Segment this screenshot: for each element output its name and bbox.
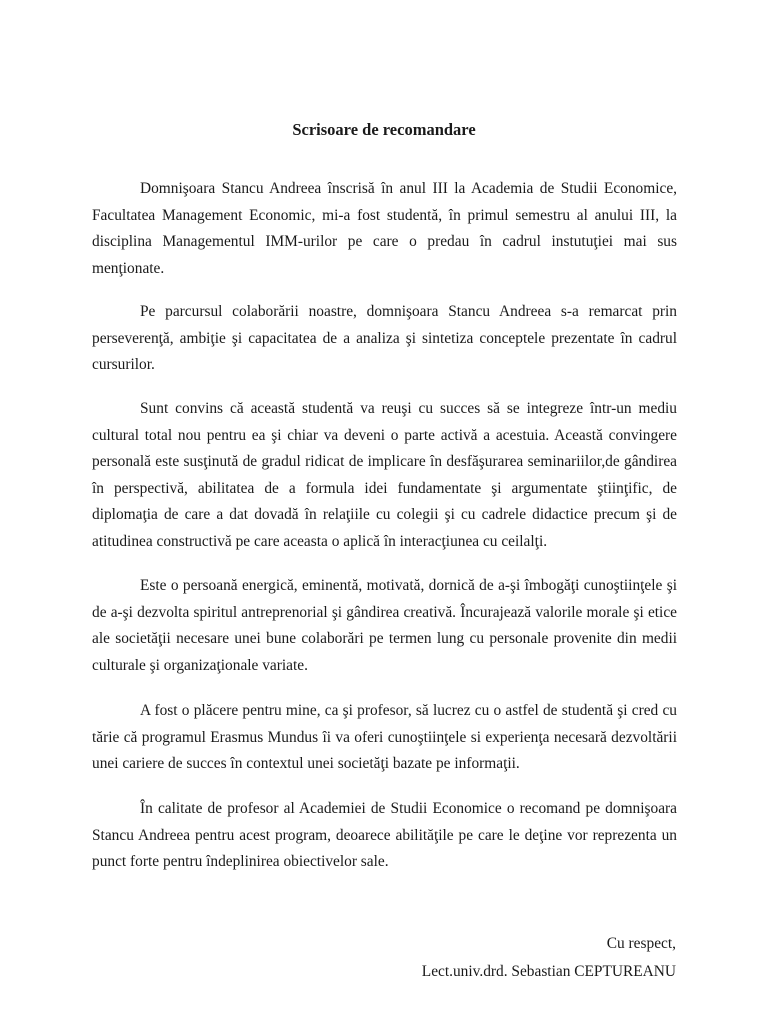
paragraph-recommendation: În calitate de profesor al Academiei de Studii Economice o recomand pe domnişoara Stancu Andreea pentru acest program, deoarece abilităţile pe care le deţine vor reprezenta un punct forte pentru îndeplinirea obiectivelor sale. xyxy=(92,800,677,871)
signature-line: Lect.univ.drd. Sebastian CEPTUREANU xyxy=(421,963,676,980)
paragraph-conviction: Sunt convins că această studentă va reuşi cu succes să se integreze într-un mediu cultural total nou pentru ea şi chiar va deveni o parte activă a acestuia. Această convingere personală este susţinută de gradul ridicat de implicare în desfăşurarea seminariilor,de gândirea în perspectivă, abilitatea de a formula idei fundamentate şi argumentate ştiinţific, de diplomaţia de care a dat dovadă în relaţiile cu colegii şi cu cadrele didactice precum şi de atitudinea constructivă pe care aceasta o aplică în interacţiunea cu ceilalţi. xyxy=(92,400,677,550)
paragraph-introduction: Domnişoara Stancu Andreea înscrisă în anul III la Academia de Studii Economice, Facultatea Management Economic, mi-a fost studentă, în primul semestru al anului III, la disciplina Managementul IMM-urilor pe care o predau în cadrul instutuţiei mai sus menţionate. xyxy=(92,180,677,277)
paragraph-collaboration: Pe parcursul colaborării noastre, domnişoara Stancu Andreea s-a remarcat prin perseverenţă, ambiţie şi capacitatea de a analiza şi sintetiza conceptele prezentate în cadrul cursurilor. xyxy=(92,303,677,374)
paragraph-qualities: Este o persoană energică, eminentă, motivată, dornică de a-şi îmbogăţi cunoştiinţele şi de a-şi dezvolta spiritul antreprenorial şi gândirea creativă. Încurajează valorile morale şi etice ale societăţii necesare unei bune colaborări pe termen lung cu personale provenite din medii culturale şi organizaţionale variate. xyxy=(92,577,677,674)
paragraph-erasmus: A fost o plăcere pentru mine, ca şi profesor, să lucrez cu o astfel de studentă şi cred cu tărie că programul Erasmus Mundus îi va oferi cunoştiinţele si experienţa necesară dezvoltării unei cariere de succes în contextul unei societăţi bazate pe informaţii. xyxy=(92,702,677,773)
closing-block xyxy=(422,930,676,986)
letter-title: Scrisoare de recomandare xyxy=(292,120,476,139)
closing-salutation: Cu respect, xyxy=(606,935,676,952)
